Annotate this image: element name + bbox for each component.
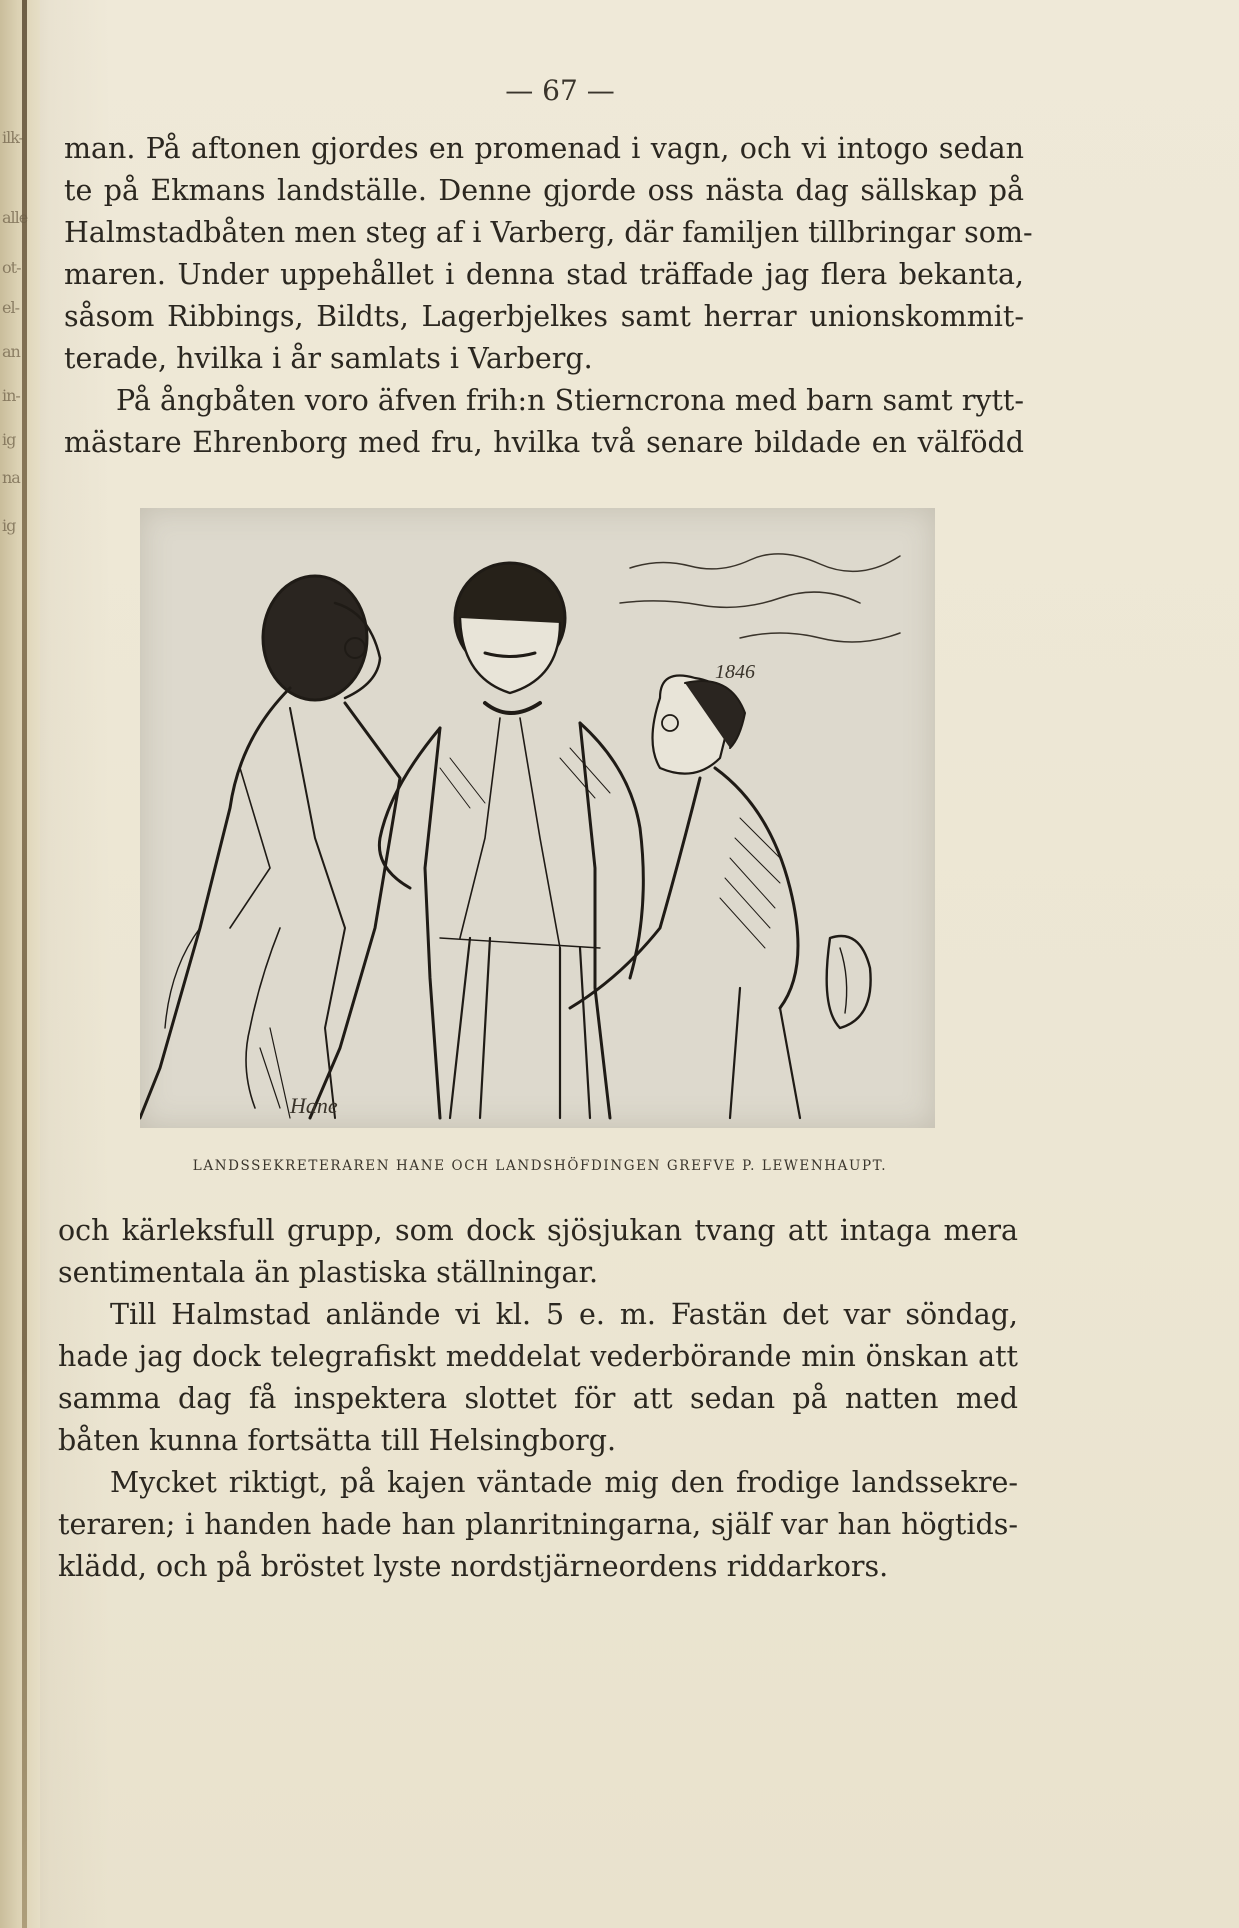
text-line: hade jag dock telegrafiskt meddelat vederbörande min önskan att: [58, 1340, 1018, 1373]
text-block-bottom: [58, 1210, 1018, 1588]
page-number: — 67 —: [505, 74, 615, 107]
text-line: båten kunna fortsätta till Helsingborg.: [58, 1424, 617, 1457]
text-line: och kärleksfull grupp, som dock sjösjukan tvang att intaga mera: [58, 1214, 1018, 1247]
margin-bleed-text: an: [2, 342, 20, 361]
text-line: te på Ekmans landställe. Denne gjorde oss nästa dag sällskap på: [64, 174, 1024, 207]
text-line: maren. Under uppehållet i denna stad träffade jag flera bekanta,: [64, 258, 1024, 291]
caricature-illustration: [140, 508, 935, 1128]
text-line: mästare Ehrenborg med fru, hvilka två senare bildade en välfödd: [64, 426, 1024, 459]
text-line: man. På aftonen gjordes en promenad i vagn, och vi intogo sedan: [64, 132, 1024, 165]
text-line: samma dag få inspektera slottet för att sedan på natten med: [58, 1382, 1018, 1415]
inscription: [620, 554, 900, 642]
margin-bleed-text: el-: [2, 298, 19, 317]
text-line: terade, hvilka i år samlats i Varberg.: [64, 342, 593, 375]
sketch-date: 1846: [715, 661, 755, 683]
figure-middle: [379, 563, 643, 1118]
text-line: Till Halmstad anlände vi kl. 5 e. m. Fastän det var söndag,: [110, 1298, 1018, 1331]
text-line: Mycket riktigt, på kajen väntade mig den frodige landssekre-: [110, 1466, 1018, 1499]
margin-bleed-text: alle: [2, 208, 28, 227]
figure-right: [570, 676, 871, 1119]
margin-bleed-text: ilk-: [2, 128, 24, 147]
margin-bleed-text: ig: [2, 430, 16, 449]
figure-left: [140, 576, 400, 1118]
text-line: teraren; i handen hade han planritningarna, själf var han högtids-: [58, 1508, 1018, 1541]
margin-bleed-text: na: [2, 468, 20, 487]
text-block-top: [64, 128, 1033, 464]
text-line: sentimentala än plastiska ställningar.: [58, 1256, 599, 1289]
page-gutter: [0, 0, 40, 1928]
text-line: såsom Ribbings, Bildts, Lagerbjelkes samt herrar unionskommit-: [64, 300, 1024, 333]
margin-bleed-text: ot-: [2, 258, 21, 277]
illustration-caption: LANDSSEKRETERAREN HANE OCH LANDSHÖFDINGEN GREFVE P. LEWENHAUPT.: [192, 1158, 888, 1174]
sketch-signature: Hane: [290, 1093, 338, 1118]
margin-bleed-text: in-: [2, 386, 20, 405]
binding-shadow: [22, 0, 27, 1928]
text-line: klädd, och på bröstet lyste nordstjärneordens riddarkors.: [58, 1550, 889, 1583]
text-line: På ångbåten voro äfven frih:n Stierncrona med barn samt rytt-: [116, 384, 1024, 417]
pen-sketch: [140, 508, 935, 1128]
margin-bleed-text: ig: [2, 516, 16, 535]
text-line: Halmstadbåten men steg af i Varberg, där familjen tillbringar som-: [64, 216, 1033, 249]
